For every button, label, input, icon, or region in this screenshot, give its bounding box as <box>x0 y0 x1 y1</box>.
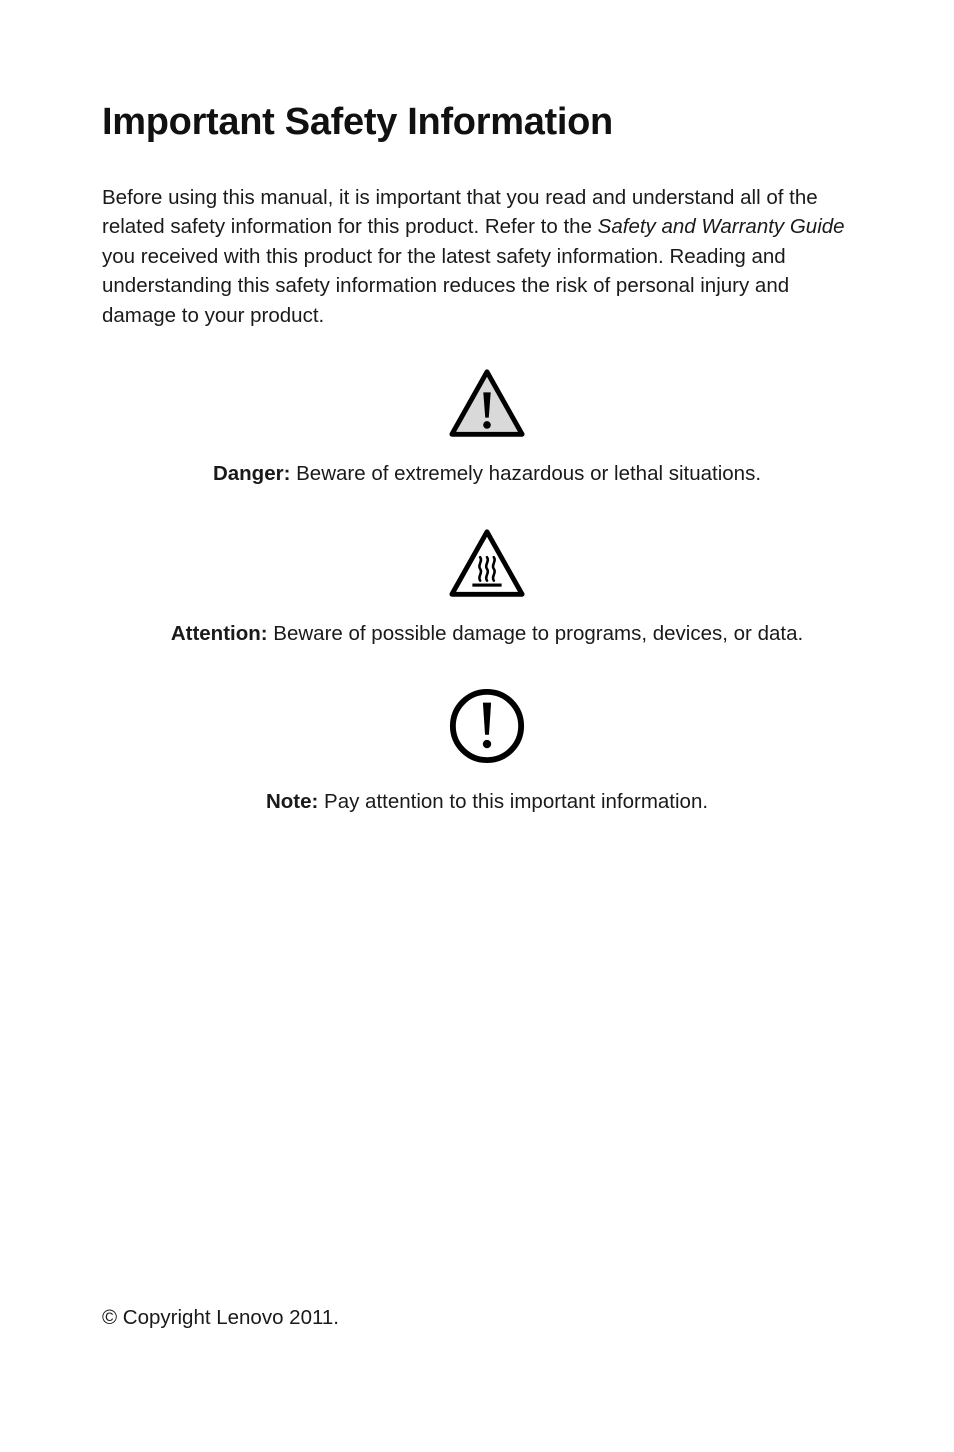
intro-text-after: you received with this product for the latest safety information. Reading and understanding this safety information reduces the risk of personal injury and damage to your product. <box>102 244 790 327</box>
attention-text: Beware of possible damage to programs, devices, or data. <box>267 622 804 645</box>
copyright-notice: © Copyright Lenovo 2011. <box>102 1306 339 1329</box>
note-exclamation-icon <box>448 687 526 765</box>
page-title: Important Safety Information <box>102 101 613 143</box>
attention-notice <box>0 620 954 648</box>
attention-label: Attention: <box>170 622 268 645</box>
danger-notice <box>0 460 954 488</box>
note-text: Pay attention to this important information. <box>318 790 709 813</box>
note-label: Note: <box>265 790 319 813</box>
note-notice <box>0 788 954 816</box>
intro-paragraph <box>102 183 862 330</box>
danger-label: Danger: <box>212 462 291 485</box>
guide-title: Safety and Warranty Guide <box>597 215 845 239</box>
intro-text-before: Before using this manual, it is important that you read and understand all of the related safety information for this product. Refer to the <box>102 186 818 239</box>
danger-text: Beware of extremely hazardous or lethal situations. <box>290 462 762 485</box>
danger-triangle-icon <box>448 366 526 444</box>
hot-surface-icon <box>448 526 526 604</box>
